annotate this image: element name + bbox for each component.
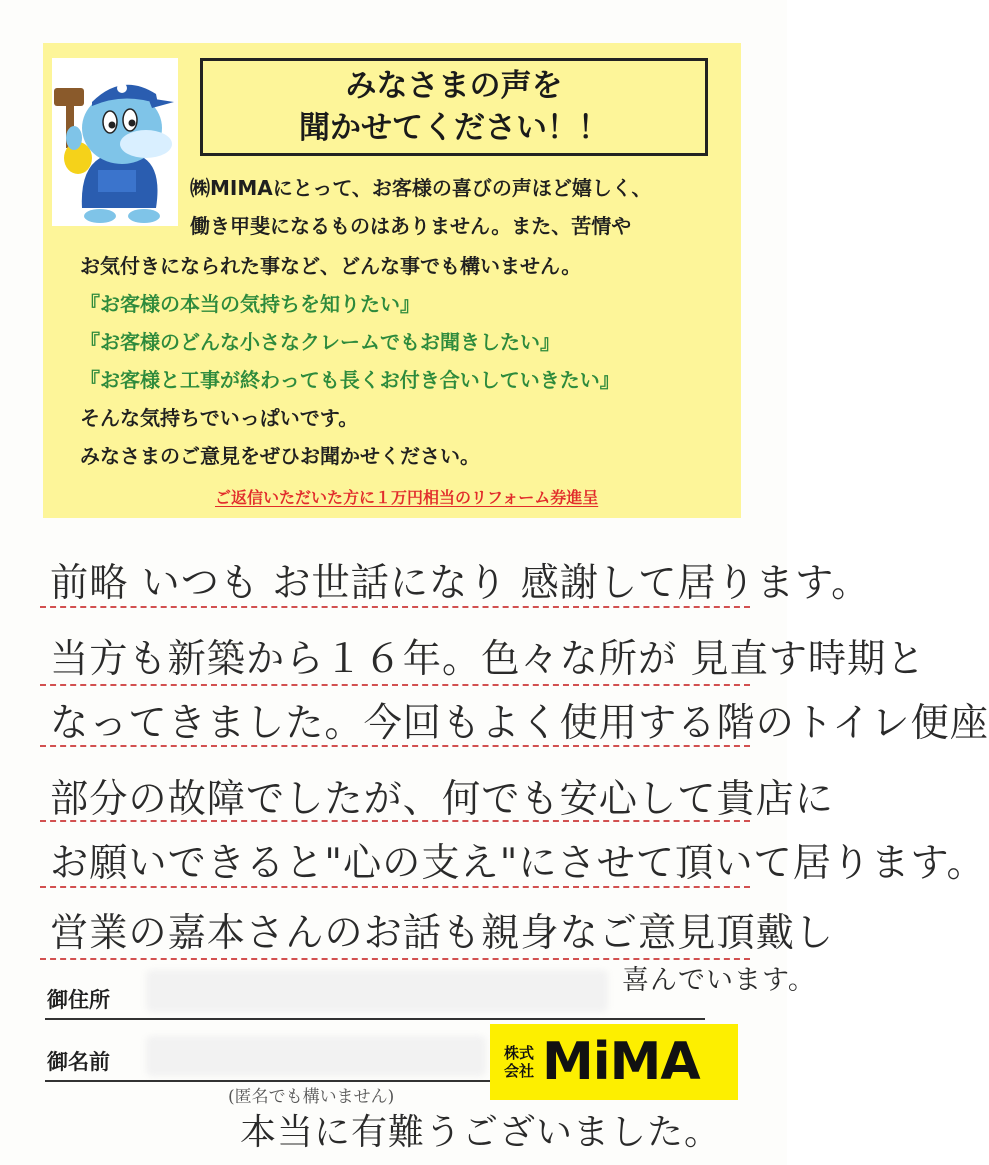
address-underline	[45, 1018, 705, 1020]
intro-line-3: お気付きになられた事など、どんな事でも構いません。	[80, 254, 582, 278]
address-redacted	[146, 970, 608, 1012]
message-line-4: 部分の故障でしたが、何でも安心して貴店に	[50, 777, 835, 822]
title-box	[200, 58, 708, 156]
quote-line-1: 『お客様の本当の気持ちを知りたい』	[80, 292, 420, 316]
name-redacted	[146, 1036, 486, 1076]
mima-logo	[490, 1024, 738, 1100]
title-line-1: みなさまの声を	[345, 68, 563, 104]
message-line-6: 営業の嘉本さんのお話も親身なご意見頂戴し	[50, 911, 835, 956]
title-line-2: 聞かせてください！！	[299, 110, 609, 146]
logo-kabu-top: 株式	[504, 1044, 535, 1062]
closing-line-2: みなさまのご意見をぜひお聞かせください。	[80, 444, 480, 468]
anonymous-note: (匿名でも構いません)	[228, 1087, 395, 1107]
logo-kabushiki	[504, 1044, 534, 1080]
ruled-line	[40, 684, 750, 686]
dolphin-mascot-icon	[52, 58, 178, 226]
offer-text: ご返信いただいた方に１万円相当のリフォーム券進呈	[215, 488, 599, 507]
thanks-line: 本当に有難うございました。	[240, 1112, 722, 1153]
intro-line-2: 働き甲斐になるものはありません。また、苦情や	[190, 214, 632, 238]
message-line-2: 当方も新築から１６年。色々な所が 見直す時期と	[50, 637, 926, 682]
quote-line-3: 『お客様と工事が終わっても長くお付き合いしていきたい』	[80, 368, 620, 392]
message-line-5: お願いできると"心の支え"にさせて頂いて居ります。	[50, 841, 986, 886]
name-label: 御名前	[47, 1050, 110, 1074]
logo-kabu-bottom: 会社	[504, 1062, 535, 1080]
quote-line-2: 『お客様のどんな小さなクレームでもお聞きしたい』	[80, 330, 560, 354]
address-label: 御住所	[47, 988, 110, 1012]
message-line-3: なってきました。今回もよく使用する階のトイレ便座	[50, 701, 989, 746]
intro-line-1: ㈱MIMAにとって、お客様の喜びの声ほど嬉しく、	[190, 176, 652, 200]
closing-line-1: そんな気持ちでいっぱいです。	[80, 406, 359, 430]
logo-wordmark: MiMA	[542, 1032, 700, 1092]
message-line-7: 喜んでいます。	[622, 965, 816, 996]
message-line-1: 前略 いつも お世話になり 感謝して居ります。	[50, 561, 871, 606]
